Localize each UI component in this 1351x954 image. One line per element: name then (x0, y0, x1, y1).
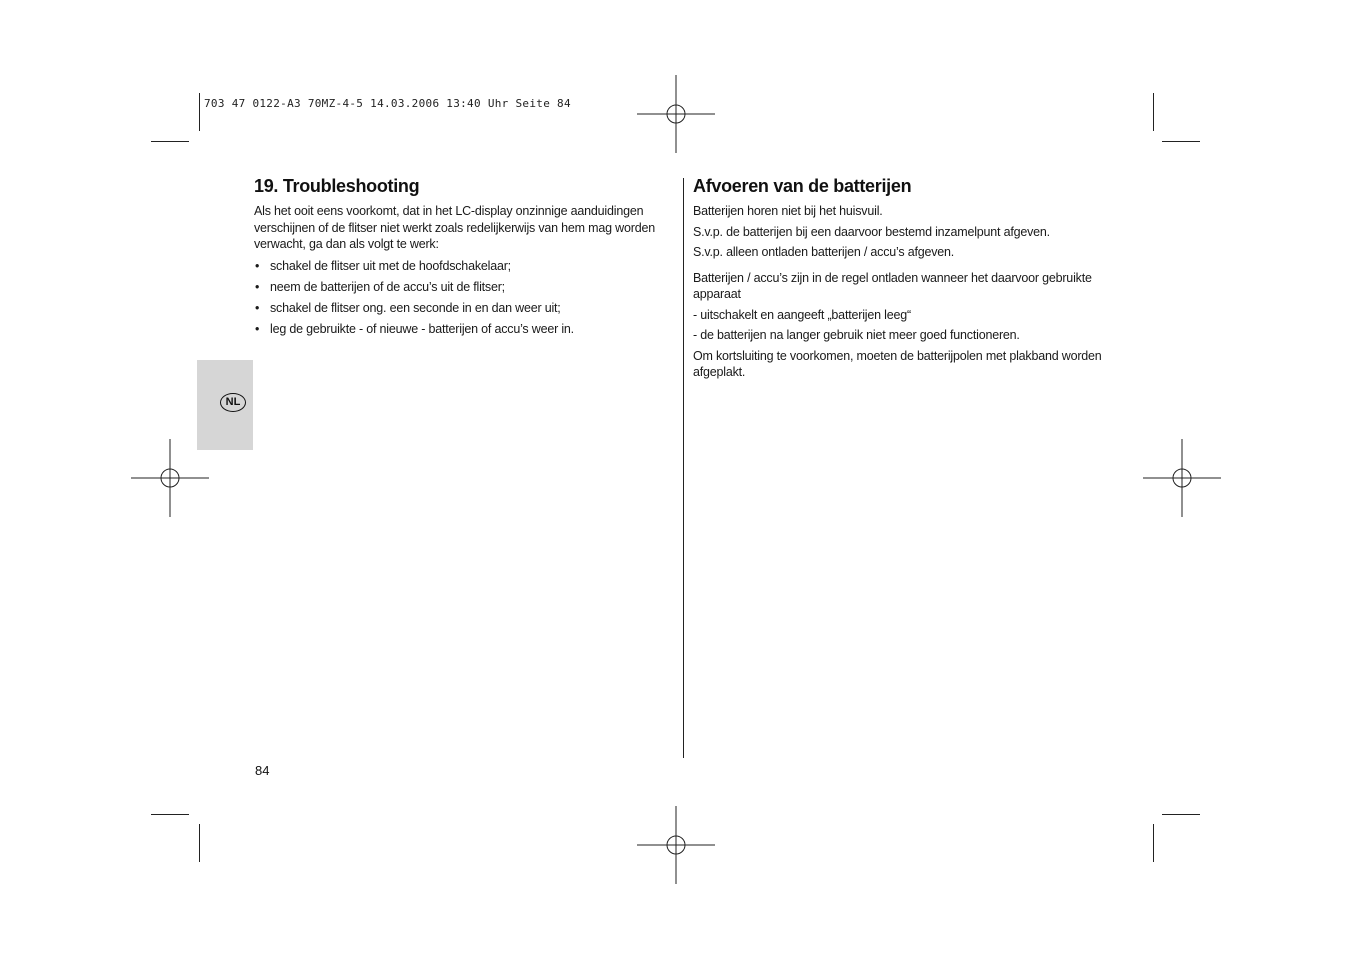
troubleshooting-heading: 19. Troubleshooting (254, 176, 420, 196)
troubleshooting-section (254, 176, 674, 342)
crop-mark-bottom-right-v (1153, 824, 1154, 862)
list-item: • neem de batterijen of de accu’s uit de flitser; (254, 279, 674, 296)
page-number: 84 (255, 763, 270, 778)
column-divider (683, 178, 684, 758)
crop-mark-top-left-v (199, 93, 200, 131)
print-header: 703 47 0122-A3 70MZ-4-5 14.03.2006 13:40 Uhr Seite 84 (204, 97, 571, 110)
paragraph: Batterijen / accu’s zijn in de regel ontladen wanneer het daarvoor gebruikte apparaat (693, 270, 1092, 301)
paragraph: S.v.p. alleen ontladen batterijen / accu’s afgeven. (693, 245, 955, 259)
paragraph: Batterijen horen niet bij het huisvuil. (693, 204, 883, 218)
registration-mark-bottom (637, 806, 715, 884)
crop-mark-bottom-right-h (1162, 814, 1200, 815)
troubleshooting-steps (254, 258, 674, 338)
registration-mark-top (637, 75, 715, 153)
crop-mark-top-right-v (1153, 93, 1154, 131)
crop-mark-bottom-left-v (199, 824, 200, 862)
list-item: • schakel de flitser uit met de hoofdschakelaar; (254, 258, 674, 275)
crop-mark-top-left-h (151, 141, 189, 142)
language-tab (197, 360, 253, 450)
registration-mark-left (131, 439, 209, 517)
battery-disposal-heading: Afvoeren van de batterijen (693, 176, 912, 196)
list-item: • leg de gebruikte - of nieuwe - batterijen of accu’s weer in. (254, 321, 674, 338)
crop-mark-top-right-h (1162, 141, 1200, 142)
paragraph: Om kortsluiting te voorkomen, moeten de batterijpolen met plakband worden afgeplakt. (693, 348, 1102, 379)
troubleshooting-intro: Als het ooit eens voorkomt, dat in het LC-display onzinnige aanduidingen verschijnen of de flitser niet werkt zoals redelijkerwijs van hem mag worden verwacht, ga dan als volgt te werk: (254, 204, 655, 251)
language-badge: NL (220, 393, 246, 412)
paragraph: - de batterijen na langer gebruik niet meer goed functioneren. (693, 328, 1020, 342)
list-item: • schakel de flitser ong. een seconde in en dan weer uit; (254, 300, 674, 317)
battery-disposal-section (693, 176, 1133, 381)
paragraph: - uitschakelt en aangeeft „batterijen leeg“ (693, 307, 911, 322)
paragraph: S.v.p. de batterijen bij een daarvoor bestemd inzamelpunt afgeven. (693, 224, 1050, 239)
crop-mark-bottom-left-h (151, 814, 189, 815)
registration-mark-right (1143, 439, 1221, 517)
